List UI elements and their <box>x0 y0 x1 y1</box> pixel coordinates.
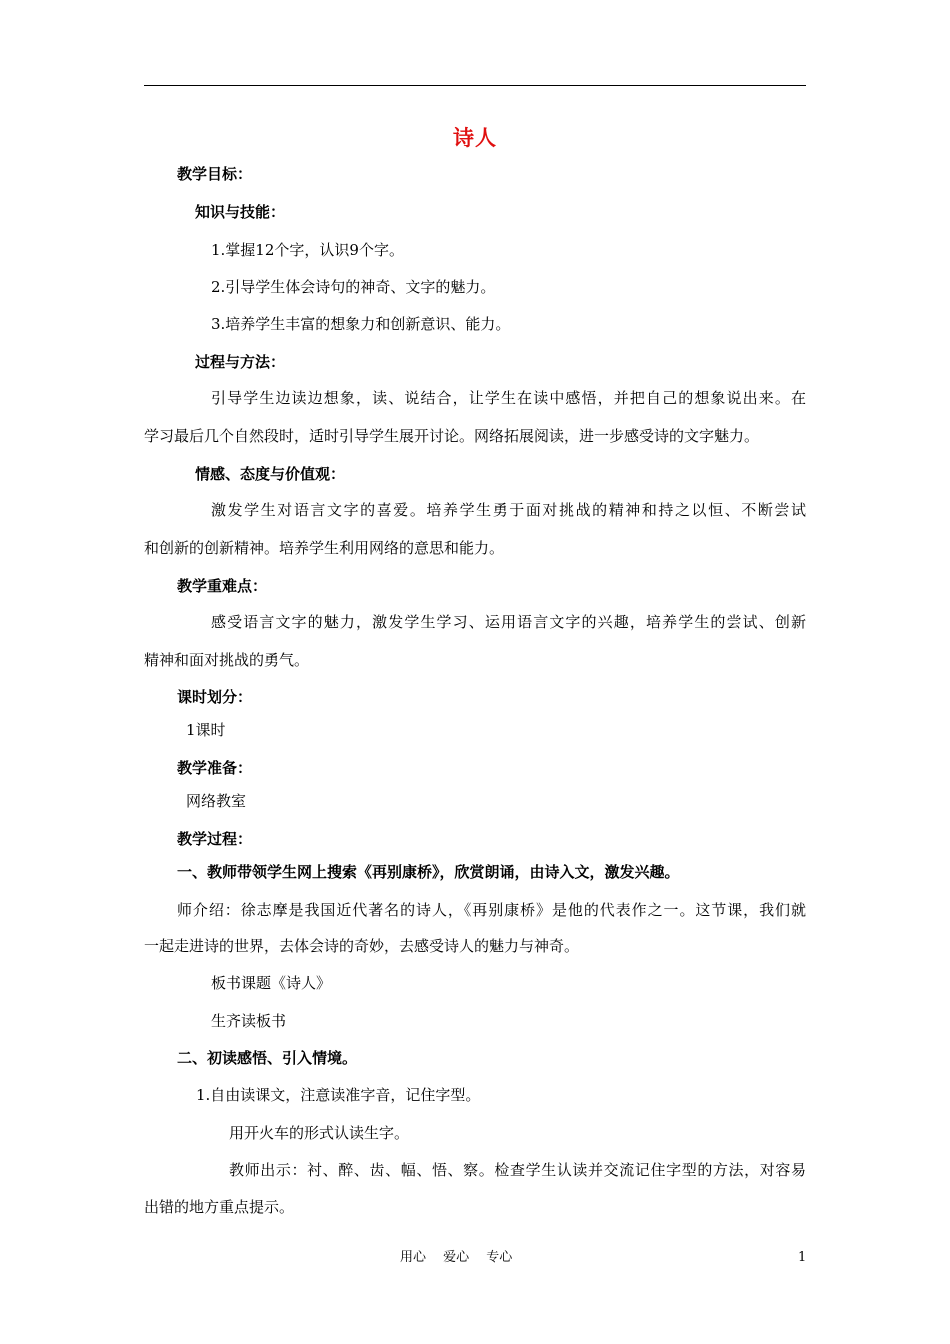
paragraph-line: 教师出示：衬、醉、齿、幅、悟、察。检查学生认读并交流记住字型的方法，对容易 <box>229 1161 806 1179</box>
section-heading: 二、初读感悟、引入情境。 <box>177 1049 358 1067</box>
header-rule <box>144 85 806 86</box>
paragraph-line: 生齐读板书 <box>211 1012 287 1030</box>
paragraph-line: 感受语言文字的魅力，激发学生学习、运用语言文字的兴趣，培养学生的尝试、创新 <box>211 613 806 631</box>
footer-motto: 用心 爱心 专心 <box>400 1250 513 1265</box>
paragraph-line: 激发学生对语言文字的喜爱。培养学生勇于面对挑战的精神和持之以恒、不断尝试 <box>211 501 806 519</box>
paragraph-line: 出错的地方重点提示。 <box>144 1198 295 1216</box>
list-item: 1.自由读课文，注意读准字音，记住字型。 <box>196 1086 481 1104</box>
page-number: 1 <box>798 1250 807 1265</box>
heading-key-difficulties: 教学重难点： <box>177 577 268 595</box>
heading-class-hours: 课时划分： <box>177 688 253 706</box>
subheading-emotion-values: 情感、态度与价值观： <box>195 465 346 483</box>
section-heading: 一、教师带领学生网上搜索《再别康桥》，欣赏朗诵，由诗入文，激发兴趣。 <box>177 863 680 881</box>
paragraph-line: 网络教室 <box>186 792 247 810</box>
paragraph-line: 用开火车的形式认读生字。 <box>229 1124 410 1142</box>
subheading-knowledge-skills: 知识与技能： <box>195 203 286 221</box>
paragraph-line: 1课时 <box>186 721 226 739</box>
paragraph-line: 学习最后几个自然段时，适时引导学生展开讨论。网络拓展阅读，进一步感受诗的文字魅力。 <box>144 427 760 445</box>
paragraph-line: 一起走进诗的世界，去体会诗的奇妙，去感受诗人的魅力与神奇。 <box>144 937 580 955</box>
paragraph-line: 引导学生边读边想象，读、说结合，让学生在读中感悟，并把自己的想象说出来。在 <box>211 389 806 407</box>
paragraph-line: 板书课题《诗人》 <box>211 974 332 992</box>
document-title: 诗人 <box>453 126 497 150</box>
paragraph-line: 精神和面对挑战的勇气。 <box>144 651 310 669</box>
paragraph-line: 师介绍：徐志摩是我国近代著名的诗人，《再别康桥》是他的代表作之一。这节课，我们就 <box>177 901 806 919</box>
list-item: 1.掌握12个字，认识9个字。 <box>211 241 404 259</box>
list-item: 3.培养学生丰富的想象力和创新意识、能力。 <box>211 315 511 333</box>
heading-preparation: 教学准备： <box>177 759 253 777</box>
subheading-process-method: 过程与方法： <box>195 353 286 371</box>
heading-teaching-goals: 教学目标： <box>177 165 253 183</box>
list-item: 2.引导学生体会诗句的神奇、文字的魅力。 <box>211 278 496 296</box>
heading-teaching-process: 教学过程： <box>177 830 253 848</box>
paragraph-line: 和创新的创新精神。培养学生利用网络的意思和能力。 <box>144 539 505 557</box>
